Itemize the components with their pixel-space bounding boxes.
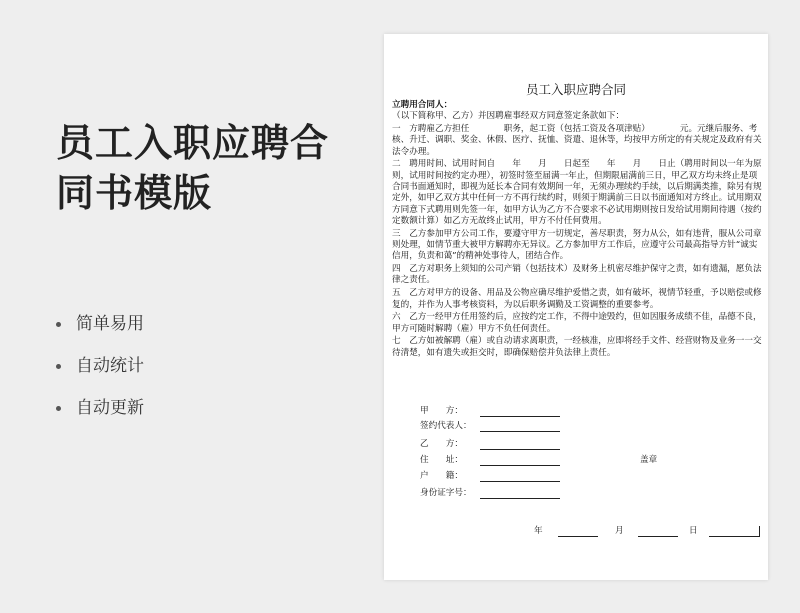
feature-list: [56, 312, 144, 438]
signature-line: [480, 465, 560, 466]
year-line: [558, 536, 598, 537]
contract-clause: （以下简称甲、乙方）并因聘雇事经双方同意签定条款如下：: [392, 111, 625, 122]
contract-body: [392, 100, 762, 361]
contract-title: 员工入职应聘合同: [525, 82, 626, 97]
signature-line: [480, 498, 560, 499]
signature-label: 甲 方：: [420, 406, 463, 416]
signature-label: 户 籍：: [420, 471, 463, 481]
page-title: 员工入职应聘合同书模版: [56, 121, 330, 215]
signature-line: [480, 481, 560, 482]
contract-clause: 二 聘用时间、试用时间自 年 月 日起至 年 月 日止（聘用时间以一年为原则，试用时间按约定办理），初签时签至届满一年止，但期限届满前三日，甲乙双方均未终止是项合同书面通知时，即视为延长本合同有效期间一年，无须办理续约手续，以后期满类推，除另有规定外，如甲乙双方其中任何一方不再行续约时，则须于期满前三日以书面通知对方终止。试用期双方同意下式聘用则先签一年，如甲方认为乙方不合要求不必试用期则按日发给试用期间待遇（按约定数额计算）如乙方无故终止试用，甲方不付任何费用。: [392, 159, 762, 226]
date-end-mark: [759, 526, 760, 537]
month-line: [638, 536, 678, 537]
contract-document-preview: [384, 34, 768, 580]
signature-line: [480, 416, 560, 417]
day-label: 日: [689, 526, 698, 536]
signature-label: 身份证字号：: [420, 488, 472, 498]
bullet-icon: [56, 364, 61, 369]
feature-item: [56, 354, 144, 396]
year-label: 年: [534, 526, 543, 536]
contract-heading: 立聘用合同人：: [392, 100, 453, 110]
day-line: [709, 536, 759, 537]
bullet-icon: [56, 406, 61, 411]
signature-line: [480, 449, 560, 450]
contract-clause: 四 乙方对职务上须知的公司产销（包括技术）及财务上机密尽维护保守之责，如有遗漏，愿负法律之责任。: [392, 264, 762, 286]
feature-item: [56, 312, 144, 354]
signature-label: 乙 方：: [420, 439, 463, 449]
feature-label: 自动更新: [76, 398, 144, 418]
date-row: [534, 524, 764, 540]
signature-line: [480, 431, 560, 432]
month-label: 月: [615, 526, 624, 536]
contract-clause: 六 乙方一经甲方任用签约后，应按约定工作，不得中途毁约，但如因服务成绩不佳，品德不良，甲方可随时解聘（雇）甲方不负任何责任。: [392, 312, 762, 334]
feature-label: 简单易用: [76, 314, 144, 334]
contract-clause: 七 乙方如被解聘（雇）或自动请求离职责，一经核准，应即将经手文件、经营财物及业务一一交待清楚，如有遗失或拒交时，即确保赔偿并负法律上责任。: [392, 336, 762, 358]
signature-label: 住 址：: [420, 455, 463, 465]
contract-clause: 一 方聘雇乙方担任 职务，起工资（包括工资及各项津贴） 元。元继后服务、考核、升迁、调职、奖金、休假、医疗、抚恤、资遣、退休等，均按甲方所定的有关规定及政府有关法令办理。: [392, 124, 762, 157]
feature-item: [56, 396, 144, 438]
bullet-icon: [56, 322, 61, 327]
contract-clause: 三 乙方参加甲方公司工作，要遵守甲方一切规定，善尽职责，努力从公，如有违背，服从公司章则处理，如情节重大被甲方解聘亦无异议。乙方参加甲方工作后，应遵守公司最高指导方针“诚实信用，负责和蔼”的精神处事待人，团结合作。: [392, 228, 762, 262]
contract-clause: 五 乙方对甲方的设备、用品及公物应确尽维护爱惜之责，如有破坏，视情节轻重，予以赔偿或修复的，并作为人事考核资料，为以后职务调勤及工资调整的重要参考。: [392, 288, 762, 310]
signature-label: 签约代表人：: [420, 421, 472, 431]
feature-label: 自动统计: [76, 356, 144, 376]
seal-label: 盖章: [640, 455, 658, 465]
